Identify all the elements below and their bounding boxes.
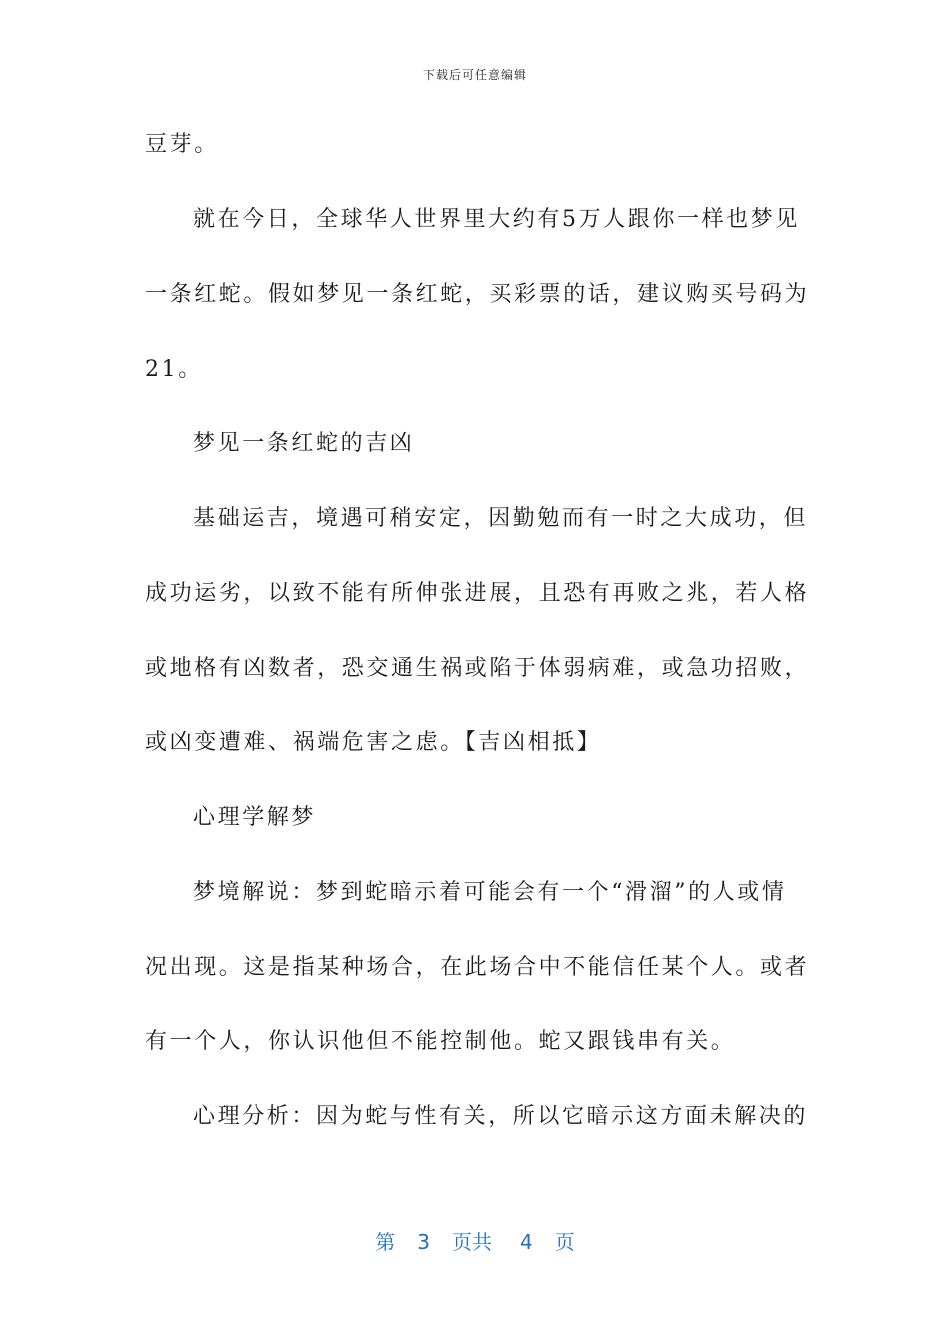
footer-prefix: 第 xyxy=(375,1230,396,1254)
paragraph-line: 成功运劣，以致不能有所伸张进展，且恐有再败之兆，若人格 xyxy=(145,581,810,606)
current-page-number: 3 xyxy=(417,1230,430,1254)
paragraph-line: 一条红蛇。假如梦见一条红蛇，买彩票的话，建议购买号码为 xyxy=(145,282,810,307)
page-footer xyxy=(0,1226,950,1255)
total-page-count: 4 xyxy=(520,1230,533,1254)
paragraph-line: 就在今日，全球华人世界里大约有5万人跟你一样也梦见 xyxy=(193,207,800,232)
section-heading: 梦见一条红蛇的吉凶 xyxy=(193,431,415,456)
paragraph-line: 梦境解说：梦到蛇暗示着可能会有一个“滑溜”的人或情 xyxy=(193,880,787,905)
paragraph-line: 或地格有凶数者，恐交通生祸或陷于体弱病难，或急功招败， xyxy=(145,656,810,681)
paragraph-line: 或凶变遭难、祸端危害之虑。【吉凶相抵】 xyxy=(145,730,602,755)
paragraph-line: 况出现。这是指某种场合，在此场合中不能信任某个人。或者 xyxy=(145,955,810,980)
footer-middle: 页共 xyxy=(452,1230,492,1254)
page-header: 下载后可任意编辑 xyxy=(422,68,527,82)
section-heading: 心理学解梦 xyxy=(193,805,317,830)
footer-suffix: 页 xyxy=(554,1230,575,1254)
paragraph-line: 心理分析：因为蛇与性有关，所以它暗示这方面未解决的 xyxy=(193,1104,809,1129)
paragraph-line: 有一个人，你认识他但不能控制他。蛇又跟钱串有关。 xyxy=(145,1029,736,1054)
paragraph-line: 豆芽。 xyxy=(145,132,219,157)
paragraph-line: 基础运吉，境遇可稍安定，因勤勉而有一时之大成功，但 xyxy=(193,506,809,531)
paragraph-line: 21。 xyxy=(145,357,203,382)
